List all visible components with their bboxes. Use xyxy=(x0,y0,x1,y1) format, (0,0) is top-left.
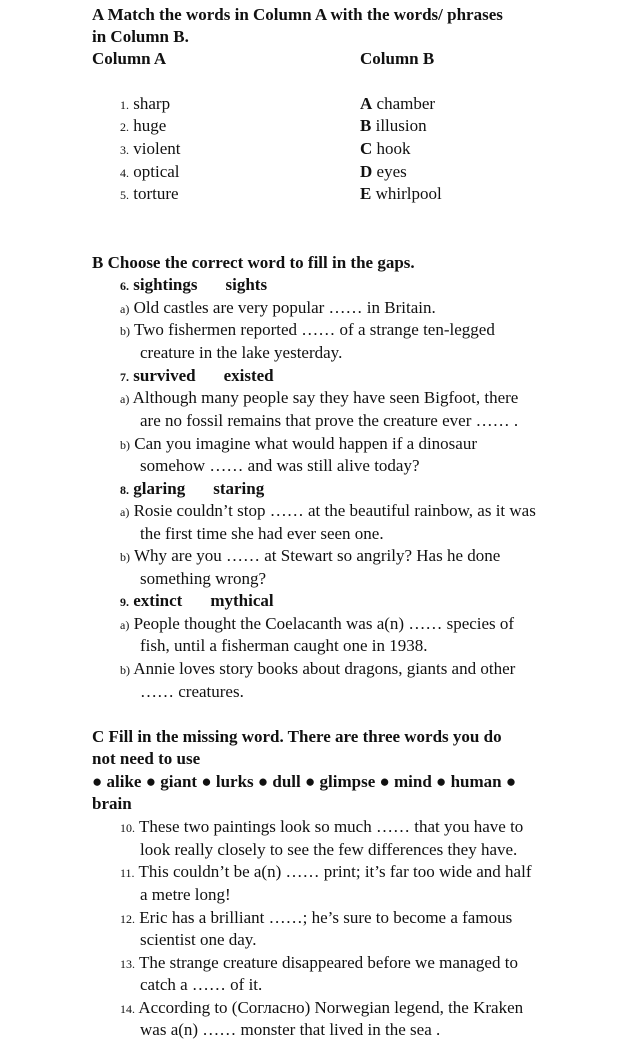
item-word: hook xyxy=(376,139,411,158)
sentence-continuation: are no fossil remains that prove the creature ever …… . xyxy=(140,411,519,430)
option-word: survived xyxy=(133,366,196,385)
column-b-item xyxy=(360,161,407,183)
question-6-options xyxy=(120,274,267,297)
item-letter: A xyxy=(360,94,373,113)
section-a-heading-line1: A Match the words in Column A with the words/ phrases xyxy=(92,5,503,24)
sentence-text: Eric has a brilliant ……; he’s sure to become a famous xyxy=(139,908,513,927)
item-word: chamber xyxy=(376,94,436,113)
sentence-text: Old castles are very popular …… in Britain. xyxy=(133,298,436,317)
column-a-header: Column A xyxy=(92,49,167,68)
item-number: 1. xyxy=(120,98,129,112)
question-8-options xyxy=(120,478,264,501)
item-word: violent xyxy=(133,139,181,158)
sentence-continuation: creature in the lake yesterday. xyxy=(140,343,343,362)
sentence-text: Why are you …… at Stewart so angrily? Has he done xyxy=(133,546,501,565)
sentence-continuation: was a(n) …… monster that lived in the sea . xyxy=(140,1020,441,1039)
sentence xyxy=(120,433,477,456)
question-number: 8. xyxy=(120,483,129,497)
section-a-heading-line2: in Column B. xyxy=(92,27,189,46)
sentence-continuation: scientist one day. xyxy=(140,930,257,949)
sentence-label: a) xyxy=(120,505,130,519)
sentence-text: This couldn’t be a(n) …… print; it’s far too wide and half xyxy=(138,862,532,881)
column-b-item xyxy=(360,138,411,160)
sentence-text: These two paintings look so much …… that you have to xyxy=(138,817,524,836)
sentence-label: a) xyxy=(120,618,130,632)
word-bank-line2: brain xyxy=(92,794,132,813)
question-number: 12. xyxy=(120,912,135,926)
item-word: sharp xyxy=(133,94,171,113)
section-c-heading-line2: not need to use xyxy=(92,749,201,768)
question-number: 13. xyxy=(120,957,135,971)
question-number: 14. xyxy=(120,1002,135,1016)
sentence xyxy=(120,387,518,410)
sentence xyxy=(120,297,436,320)
column-a-item xyxy=(120,93,170,116)
column-b-header: Column B xyxy=(360,49,435,68)
column-b-item xyxy=(360,183,442,205)
column-a-item xyxy=(120,115,166,138)
item-word: illusion xyxy=(375,116,427,135)
question-number: 6. xyxy=(120,279,129,293)
sentence xyxy=(120,658,515,681)
item-word: optical xyxy=(133,162,180,181)
item-number: 3. xyxy=(120,143,129,157)
section-c-heading-line1: C Fill in the missing word. There are three words you do xyxy=(92,727,502,746)
item-word: eyes xyxy=(376,162,407,181)
question-number: 9. xyxy=(120,595,129,609)
option-word: mythical xyxy=(210,591,274,610)
sentence-label: a) xyxy=(120,392,130,406)
sentence-text: Although many people say they have seen Bigfoot, there xyxy=(132,388,519,407)
question-11 xyxy=(120,861,531,884)
item-letter: D xyxy=(360,162,373,181)
sentence-label: b) xyxy=(120,324,130,338)
sentence-continuation: …… creatures. xyxy=(140,682,244,701)
sentence-label: a) xyxy=(120,302,130,316)
question-number: 11. xyxy=(120,866,135,880)
column-a-item xyxy=(120,138,180,161)
sentence xyxy=(120,545,500,568)
item-letter: E xyxy=(360,184,372,203)
sentence-label: b) xyxy=(120,663,130,677)
sentence-text: Two fishermen reported …… of a strange ten-legged xyxy=(133,320,495,339)
question-14 xyxy=(120,997,523,1020)
sentence-text: Can you imagine what would happen if a dinosaur xyxy=(134,434,478,453)
sentence-continuation: the first time she had ever seen one. xyxy=(140,524,384,543)
sentence xyxy=(120,500,536,523)
question-10 xyxy=(120,816,523,839)
item-word: huge xyxy=(133,116,167,135)
item-number: 5. xyxy=(120,188,129,202)
option-word: glaring xyxy=(133,479,186,498)
sentence-continuation: something wrong? xyxy=(140,569,267,588)
column-a-item xyxy=(120,183,179,206)
item-number: 2. xyxy=(120,120,129,134)
sentence-text: The strange creature disappeared before we managed to xyxy=(138,953,518,972)
sentence xyxy=(120,319,495,342)
item-word: whirlpool xyxy=(375,184,442,203)
question-number: 10. xyxy=(120,821,135,835)
option-word: sightings xyxy=(133,275,198,294)
section-b-heading: B Choose the correct word to fill in the gaps. xyxy=(92,253,415,272)
sentence-text: People thought the Coelacanth was a(n) …… species of xyxy=(133,614,515,633)
sentence-continuation: somehow …… and was still alive today? xyxy=(140,456,420,475)
sentence-label: b) xyxy=(120,550,130,564)
item-letter: C xyxy=(360,139,373,158)
sentence-label: b) xyxy=(120,438,130,452)
question-9-options xyxy=(120,590,274,613)
question-13 xyxy=(120,952,518,975)
item-number: 4. xyxy=(120,166,129,180)
sentence xyxy=(120,613,514,636)
column-b-item xyxy=(360,115,427,137)
option-word: existed xyxy=(223,366,274,385)
sentence-text: Annie loves story books about dragons, giants and other xyxy=(133,659,516,678)
sentence-text: According to (Согласно) Norwegian legend, the Kraken xyxy=(138,998,524,1017)
column-b-item xyxy=(360,93,435,115)
question-7-options xyxy=(120,365,274,388)
sentence-continuation: a metre long! xyxy=(140,885,231,904)
word-bank-line1: ● alike ● giant ● lurks ● dull ● glimpse ● mind ● human ● xyxy=(92,772,517,791)
option-word: staring xyxy=(213,479,265,498)
question-12 xyxy=(120,907,512,930)
option-word: extinct xyxy=(133,591,183,610)
item-letter: B xyxy=(360,116,372,135)
question-number: 7. xyxy=(120,370,129,384)
sentence-continuation: fish, until a fisherman caught one in 1938. xyxy=(140,636,428,655)
sentence-text: Rosie couldn’t stop …… at the beautiful rainbow, as it was xyxy=(133,501,536,520)
option-word: sights xyxy=(225,275,268,294)
item-word: torture xyxy=(133,184,179,203)
sentence-continuation: catch a …… of it. xyxy=(140,975,263,994)
column-a-item xyxy=(120,161,180,184)
sentence-continuation: look really closely to see the few differences they have. xyxy=(140,840,518,859)
